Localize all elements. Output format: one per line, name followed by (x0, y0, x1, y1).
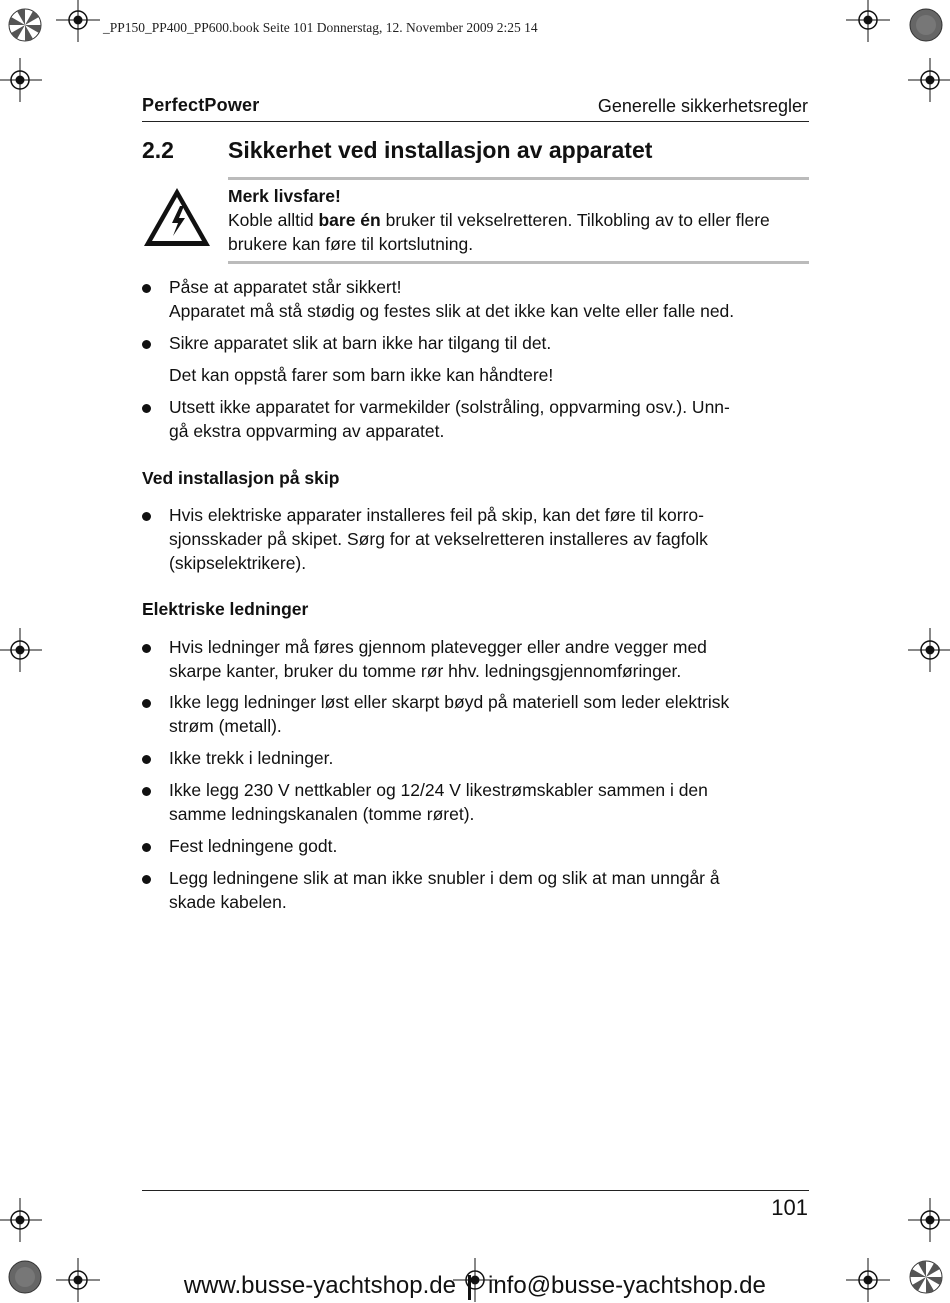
bullet-icon (142, 512, 151, 521)
bullet-icon (142, 644, 151, 653)
footer-rule (142, 1190, 809, 1191)
list-item: Utsett ikke apparatet for varmekilder (solstråling, oppvarming osv.). Unn- gå ekstra oppvarming av apparatet. (142, 395, 822, 443)
footer-separator (468, 1275, 471, 1300)
subheading-cables: Elektriske ledninger (142, 599, 309, 619)
bullet-icon (142, 787, 151, 796)
list-item: Ikke trekk i ledninger. (142, 746, 822, 770)
section-title: Sikkerhet ved installasjon av apparatet (228, 137, 653, 163)
bullet-icon (142, 875, 151, 884)
list-item: Legg ledningene slik at man ikke snubler i dem og slik at man unngår å skade kabelen. (142, 866, 822, 914)
bullet-icon (142, 843, 151, 852)
list-item: Ikke legg 230 V nettkabler og 12/24 V likestrømskabler sammen i den samme ledningskanalen (tomme røret). (142, 778, 822, 826)
list-item: Sikre apparatet slik at barn ikke har tilgang til det. Det kan oppstå farer som barn ikke kan håndtere! (142, 331, 822, 387)
brand-logo-text: PerfectPower (142, 95, 260, 115)
warning-title: Merk livsfare! (228, 186, 341, 206)
list-item: Fest ledningene godt. (142, 834, 822, 858)
bullet-icon (142, 340, 151, 349)
list-item: Hvis elektriske apparater installeres feil på skip, kan det føre til korro- sjonsskader på skipet. Sørg for at vekselretteren installeres av fagfolk (skipselektrikere). (142, 503, 822, 575)
page-number: 101 (771, 1195, 808, 1220)
warning-body: Koble alltid bare én bruker til vekselretteren. Tilkobling av to eller flere brukere kan føre til kortslutning. (228, 210, 770, 254)
file-header: _PP150_PP400_PP600.book Seite 101 Donnerstag, 12. November 2009 2:25 14 (103, 20, 538, 35)
warning-bottom-rule (228, 261, 809, 264)
warning-box (228, 184, 813, 256)
footer-email-link[interactable]: info@busse-yachtshop.de (488, 1272, 766, 1299)
list-item: Påse at apparatet står sikkert! Apparatet må stå stødig og festes slik at det ikke kan velte eller falle ned. (142, 275, 822, 323)
bullet-icon (142, 755, 151, 764)
header-rule (142, 121, 809, 122)
electric-hazard-warning-icon (142, 186, 212, 248)
bullet-icon (142, 404, 151, 413)
bullet-icon (142, 699, 151, 708)
list-item: Hvis ledninger må føres gjennom platevegger eller andre vegger med skarpe kanter, bruker du tomme rør hhv. ledningsgjennomføringer. (142, 635, 822, 683)
bullet-icon (142, 284, 151, 293)
footer-website-link[interactable]: www.busse-yachtshop.de (183, 1272, 456, 1299)
running-section-header: Generelle sikkerhetsregler (597, 96, 808, 116)
section-number: 2.2 (142, 137, 174, 163)
list-item: Ikke legg ledninger løst eller skarpt bøyd på materiell som leder elektrisk strøm (metall). (142, 690, 822, 738)
subheading-ship: Ved installasjon på skip (142, 468, 340, 488)
warning-top-rule (228, 177, 809, 180)
